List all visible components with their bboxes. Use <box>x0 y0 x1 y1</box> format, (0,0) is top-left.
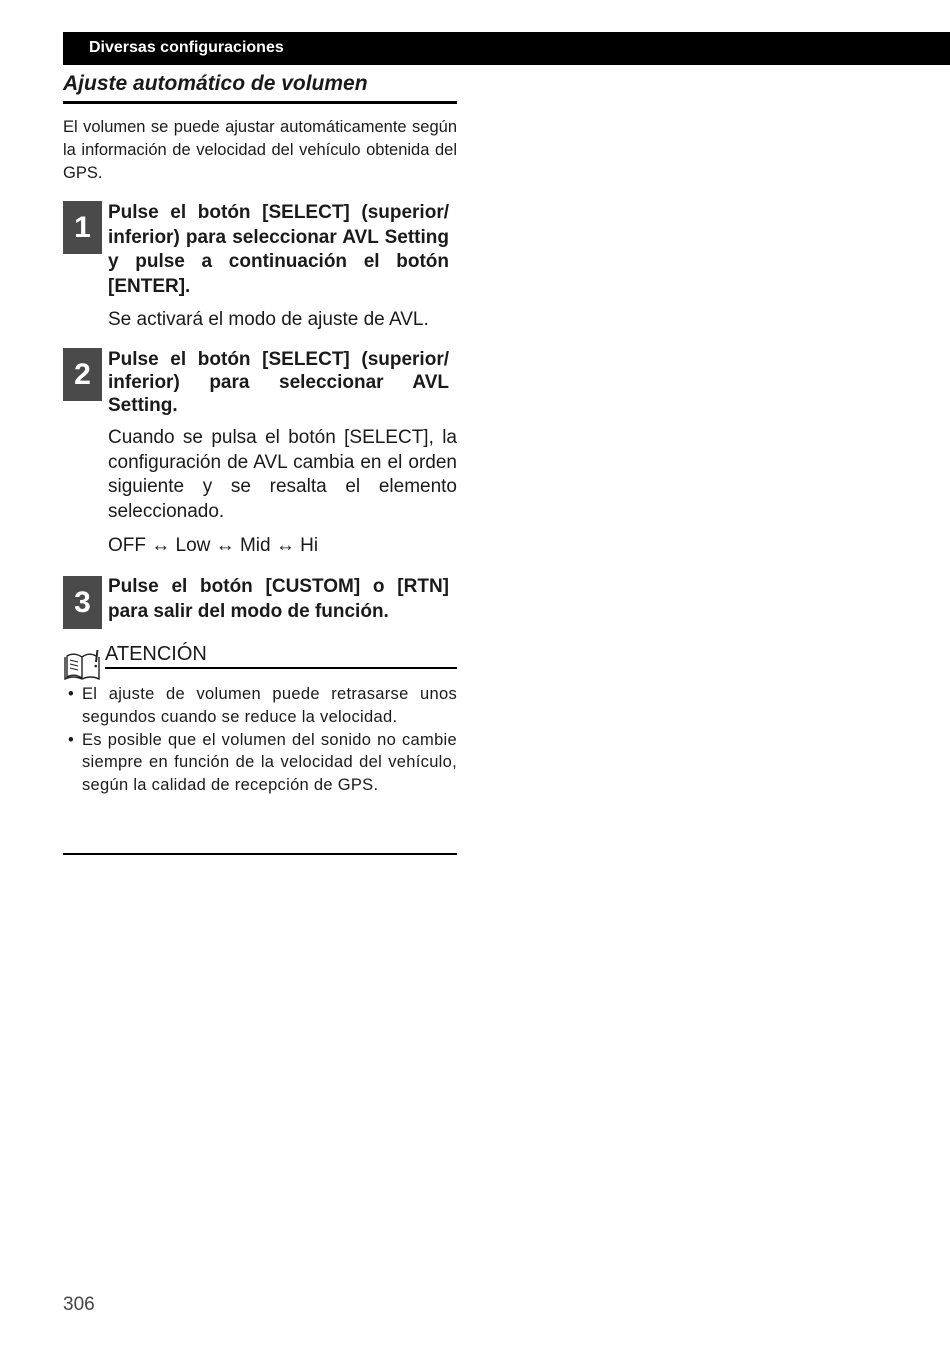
book-attention-icon <box>63 648 101 682</box>
step-2-instruction: Pulse el botón [SELECT] (superior/ inferior) para seleccionar AVL Setting. <box>108 349 449 416</box>
attention-item-text: El ajuste de volumen puede retrasarse unos segundos cuando se reduce la velocidad. <box>82 685 457 726</box>
section-end-divider <box>63 853 457 855</box>
step-2-number: 2 <box>63 348 102 401</box>
list-item <box>63 683 457 729</box>
attention-item-text: Es posible que el volumen del sonido no cambie siempre en función de la velocidad del vehículo, según la calidad de recepción de GPS. <box>82 730 457 795</box>
attention-heading: ATENCIÓN <box>105 642 457 669</box>
step-1-number: 1 <box>63 201 102 254</box>
step-1-instruction: Pulse el botón [SELECT] (superior/ inferior) para seleccionar AVL Setting y pulse a continuación el botón [ENTER]. <box>108 202 449 298</box>
page-title: Ajuste automático de volumen <box>63 70 457 104</box>
list-item <box>63 729 457 797</box>
step-2-result: Cuando se pulsa el botón [SELECT], la configuración de AVL cambia en el orden siguiente y se resalta el elemento seleccionado. <box>108 427 457 523</box>
intro-paragraph: El volumen se puede ajustar automáticamente según la información de velocidad del vehículo obtenida del GPS. <box>63 118 457 182</box>
step-3-number: 3 <box>63 576 102 629</box>
section-header-bar <box>63 32 950 65</box>
page-number: 306 <box>63 1294 95 1315</box>
bullet-icon: • <box>68 685 75 703</box>
step-2-sequence: OFF ↔ Low ↔ Mid ↔ Hi <box>108 535 319 556</box>
section-label: Diversas configuraciones <box>89 39 284 56</box>
bullet-icon: • <box>68 730 75 749</box>
attention-list <box>63 683 457 797</box>
step-1-result: Se activará el modo de ajuste de AVL. <box>108 309 429 330</box>
step-3-instruction: Pulse el botón [CUSTOM] o [RTN] para salir del modo de función. <box>108 576 449 622</box>
